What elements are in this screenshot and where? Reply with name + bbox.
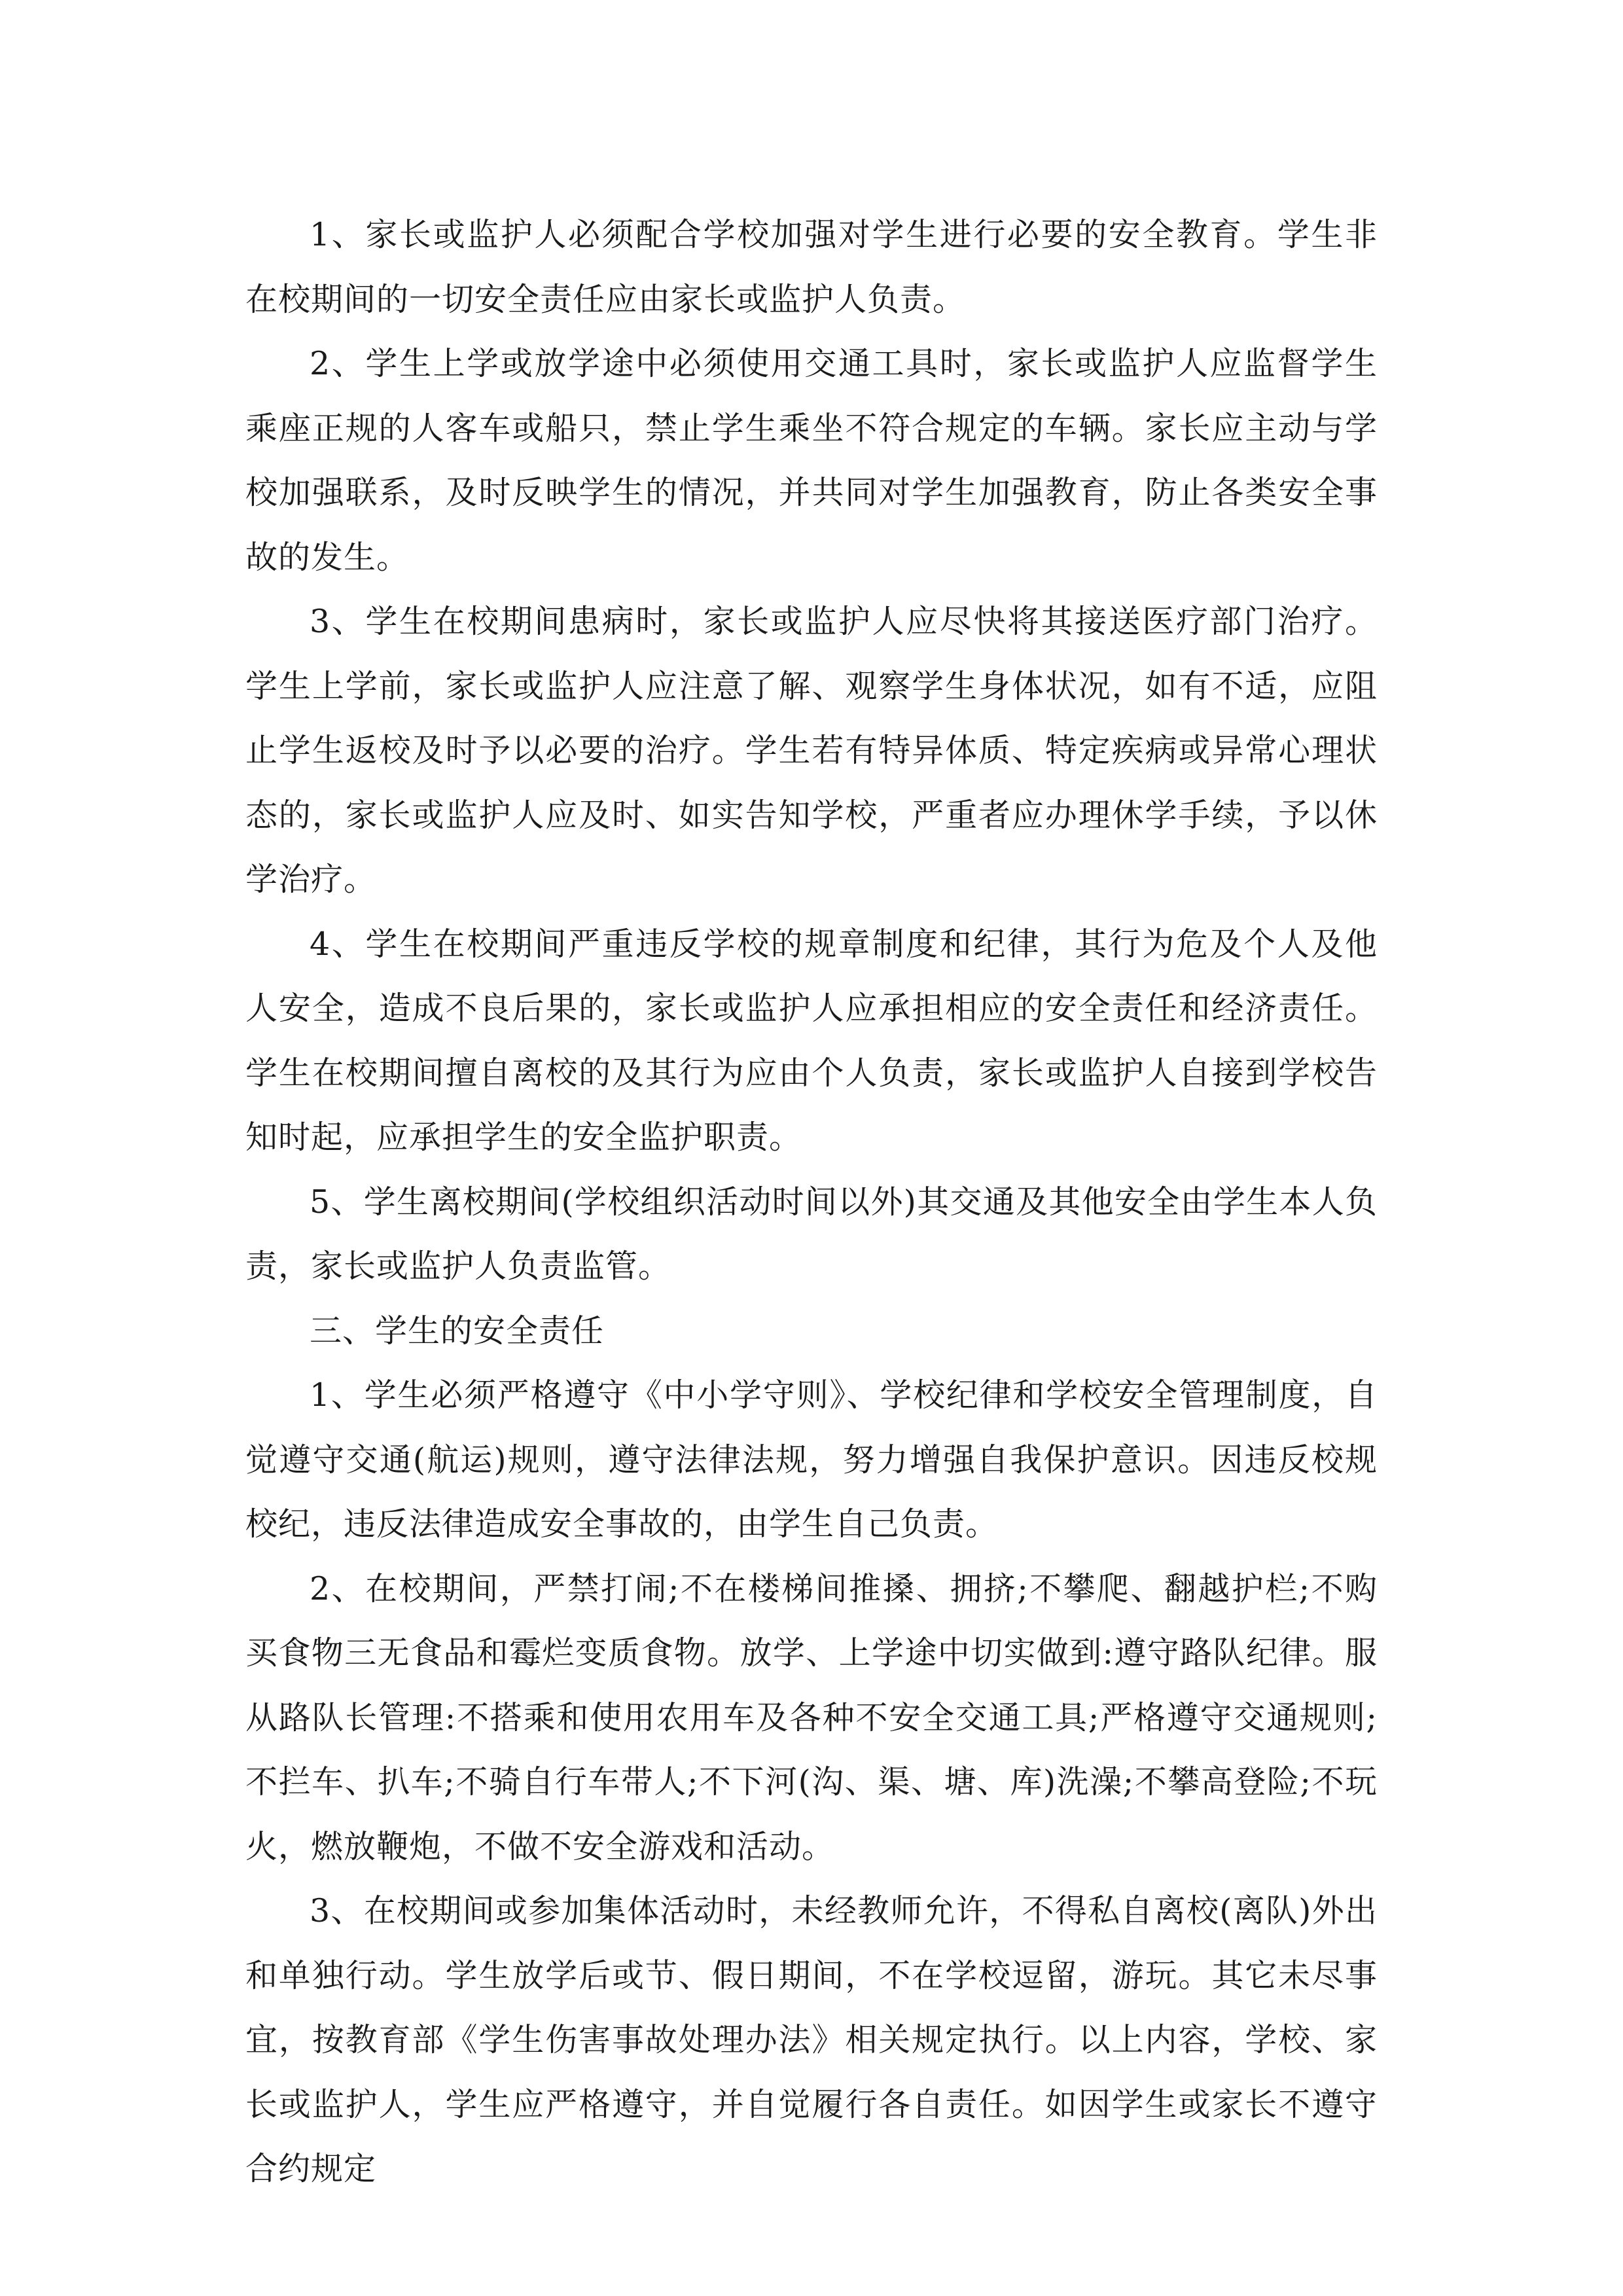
paragraph-student-3: 3、在校期间或参加集体活动时，未经教师允许，不得私自离校(离队)外出和单独行动。学生放学后或节、假日期间，不在学校逗留，游玩。其它未尽事宜，按教育部《学生伤害事故处理办法》相关规定执行。以上内容，学校、家长或监护人，学生应严格遵守，并自觉履行各自责任。如因学生或家长不遵守合约规定 bbox=[245, 1892, 1378, 2187]
paragraph-guardian-3: 3、学生在校期间患病时，家长或监护人应尽快将其接送医疗部门治疗。学生上学前，家长或监护人应注意了解、观察学生身体状况，如有不适，应阻止学生返校及时予以必要的治疗。学生若有特异体质、特定疾病或异常心理状态的，家长或监护人应及时、如实告知学校，严重者应办理休学手续，予以休学治疗。 bbox=[245, 603, 1378, 898]
section-heading-student-responsibility: 三、学生的安全责任 bbox=[310, 1312, 605, 1350]
paragraph-student-1: 1、学生必须严格遵守《中小学守则》、学校纪律和学校安全管理制度，自觉遵守交通(航运)规则，遵守法律法规，努力增强自我保护意识。因违反校规校纪，违反法律造成安全事故的，由学生自己负责。 bbox=[245, 1376, 1378, 1543]
paragraph-guardian-2: 2、学生上学或放学途中必须使用交通工具时，家长或监护人应监督学生乘座正规的人客车或船只，禁止学生乘坐不符合规定的车辆。家长应主动与学校加强联系，及时反映学生的情况，并共同对学生加强教育，防止各类安全事故的发生。 bbox=[245, 345, 1378, 576]
paragraph-guardian-5: 5、学生离校期间(学校组织活动时间以外)其交通及其他安全由学生本人负责，家长或监护人负责监管。 bbox=[245, 1183, 1378, 1285]
paragraph-guardian-4: 4、学生在校期间严重违反学校的规章制度和纪律，其行为危及个人及他人安全，造成不良后果的，家长或监护人应承担相应的安全责任和经济责任。学生在校期间擅自离校的及其行为应由个人负责，家长或监护人自接到学校告知时起，应承担学生的安全监护职责。 bbox=[245, 925, 1378, 1156]
paragraph-guardian-1: 1、家长或监护人必须配合学校加强对学生进行必要的安全教育。学生非在校期间的一切安全责任应由家长或监护人负责。 bbox=[245, 216, 1378, 318]
document-page bbox=[245, 203, 1378, 2202]
paragraph-student-2: 2、在校期间，严禁打闹;不在楼梯间推搡、拥挤;不攀爬、翻越护栏;不购买食物三无食品和霉烂变质食物。放学、上学途中切实做到:遵守路队纪律。服从路队长管理:不搭乘和使用农用车及各种不安全交通工具;严格遵守交通规则;不拦车、扒车;不骑自行车带人;不下河(沟、渠、塘、库)洗澡;不攀高登险;不玩火，燃放鞭炮，不做不安全游戏和活动。 bbox=[245, 1570, 1378, 1865]
